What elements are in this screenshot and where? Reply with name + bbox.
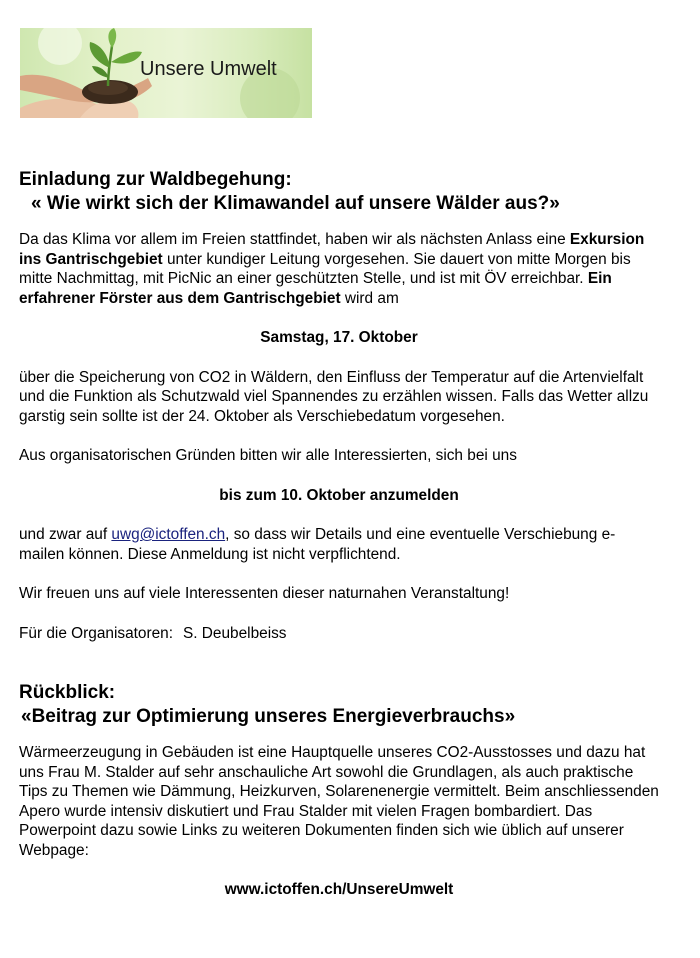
excursion-bold-text: Exkursion ins Gantrischgebiet <box>19 231 645 268</box>
registration-deadline: bis zum 10. Oktober anzumelden <box>219 486 459 504</box>
review-heading-line2: «Beitrag zur Optimierung unseres Energieverbrauchs» <box>21 706 516 727</box>
signature-name: S. Deubelbeiss <box>182 624 287 642</box>
text-span: Da das Klima vor allem im Freien stattfindet, haben wir als nächsten Anlass eine <box>19 231 570 248</box>
webpage-link[interactable]: www.ictoffen.ch/UnsereUmwelt <box>224 881 454 898</box>
text-span: und zwar auf <box>19 526 112 543</box>
signature <box>19 624 659 644</box>
invitation-paragraph-4 <box>19 525 659 564</box>
review-heading <box>19 681 659 729</box>
invitation-heading-line2: « Wie wirkt sich der Klimawandel auf unsere Wälder aus?» <box>31 193 560 214</box>
invitation-paragraph-1 <box>19 230 659 308</box>
forester-bold-text: Ein erfahrener Förster aus dem Gantrischgebiet <box>19 270 612 307</box>
event-date: Samstag, 17. Oktober <box>260 329 418 346</box>
text-span: , so dass wir Details und eine eventuelle Verschiebung e-mailen können. Diese Anmeldung ist nicht verpflichtend. <box>19 526 616 563</box>
invitation-heading <box>19 168 659 216</box>
invitation-paragraph-5: Wir freuen uns auf viele Interessenten dieser naturnahen Veranstaltung! <box>19 585 510 602</box>
header-banner <box>20 28 312 118</box>
review-heading-line1: Rückblick: <box>19 682 116 703</box>
signature-label: Für die Organisatoren: <box>19 624 173 642</box>
email-link[interactable]: uwg@ictoffen.ch <box>111 526 226 543</box>
invitation-heading-line1: Einladung zur Waldbegehung: <box>19 169 292 190</box>
text-span: unter kundiger Leitung vorgesehen. Sie dauert von mitte Morgen bis mitte Nachmittag, mit PicNic an einer geschützten Stelle, und ist mit ÖV erreichbar. <box>19 250 631 287</box>
review-paragraph: Wärmeerzeugung in Gebäuden ist eine Hauptquelle unseres CO2-Ausstosses und dazu hat uns Frau M. Stalder auf sehr anschauliche Art sowohl die Grundlagen, als auch praktische Tips zu Themen wie Dämmung, Heizkurven, Solarenenergie vermittelt. Beim anschliessenden Apero wurde intensiv diskutiert und Frau Stalder mit vielen Fragen bombardiert. Das Powerpoint dazu sowie Links zu weiteren Dokumenten finden sich wie üblich auf unserer Webpage: <box>19 744 659 859</box>
newsletter-content <box>19 168 659 900</box>
banner-title: Unsere Umwelt <box>140 58 277 80</box>
text-span: wird am <box>340 289 399 307</box>
invitation-paragraph-3: Aus organisatorischen Gründen bitten wir alle Interessierten, sich bei uns <box>19 447 517 464</box>
invitation-paragraph-2: über die Speicherung von CO2 in Wäldern, den Einfluss der Temperatur auf die Artenvielfalt und die Funktion als Schutzwald viel Spannendes zu erzählen wissen. Falls das Wetter allzu garstig sein sollte ist der 24. Oktober als Verschiebedatum vorgesehen. <box>19 368 649 425</box>
